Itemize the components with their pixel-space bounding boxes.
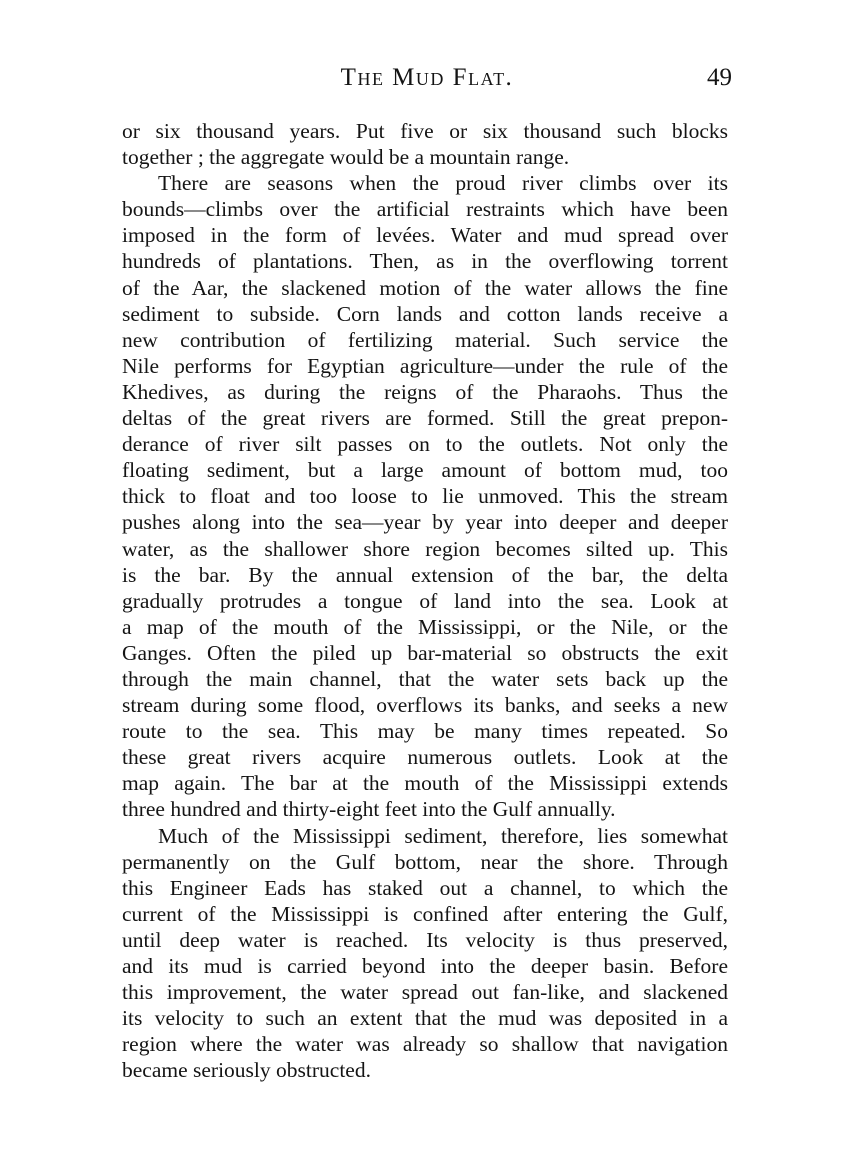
text-line: Khedives, as during the reigns of the Pharaohs. Thus the <box>122 379 728 404</box>
text-line: Much of the Mississippi sediment, therefore, lies somewhat <box>158 823 728 848</box>
running-title: The Mud Flat. <box>340 64 514 91</box>
text-line: a map of the mouth of the Mississippi, or the Nile, or the <box>122 614 728 639</box>
text-line: together ; the aggregate would be a mountain range. <box>122 145 570 170</box>
text-line: gradually protrudes a tongue of land into the sea. Look at <box>122 588 728 613</box>
text-line: its velocity to such an extent that the mud was deposited in a <box>122 1006 728 1031</box>
text-line: or six thousand years. Put five or six thousand such blocks <box>122 119 728 143</box>
text-line: these great rivers acquire numerous outlets. Look at the <box>122 745 728 770</box>
text-line: thick to float and too loose to lie unmoved. This the stream <box>122 484 728 509</box>
text-line: map again. The bar at the mouth of the Mississippi extends <box>122 771 728 796</box>
text-line: derance of river silt passes on to the outlets. Not only the <box>122 432 728 457</box>
text-line: region where the water was already so shallow that navigation <box>122 1032 728 1057</box>
text-line: permanently on the Gulf bottom, near the shore. Through <box>122 849 728 874</box>
running-head <box>122 60 732 100</box>
text-line: sediment to subside. Corn lands and cotton lands receive a <box>122 301 728 326</box>
text-line: until deep water is reached. Its velocity is thus preserved, <box>122 927 728 952</box>
text-line: and its mud is carried beyond into the deeper basin. Before <box>122 954 728 978</box>
text-line: through the main channel, that the water sets back up the <box>122 666 728 691</box>
page-number: 49 <box>707 64 732 91</box>
text-line: this improvement, the water spread out fan-like, and slackened <box>122 980 728 1005</box>
text-line: route to the sea. This may be many times repeated. So <box>122 719 728 744</box>
text-line: bounds—climbs over the artificial restraints which have been <box>122 197 728 222</box>
text-line: pushes along into the sea—year by year into deeper and deeper <box>122 510 728 535</box>
text-line: imposed in the form of levées. Water and mud spread over <box>122 223 728 248</box>
text-line: water, as the shallower shore region becomes silted up. This <box>122 536 728 561</box>
text-line: floating sediment, but a large amount of bottom mud, too <box>122 458 728 483</box>
text-line: of the Aar, the slackened motion of the water allows the fine <box>122 275 728 300</box>
text-line: became seriously obstructed. <box>122 1058 371 1083</box>
body-text <box>122 118 728 1083</box>
text-line: Ganges. Often the piled up bar-material so obstructs the exit <box>122 640 728 665</box>
text-line: three hundred and thirty-eight feet into the Gulf annually. <box>122 797 616 822</box>
text-line: hundreds of plantations. Then, as in the overflowing torrent <box>122 249 728 274</box>
text-line: is the bar. By the annual extension of the bar, the delta <box>122 562 728 587</box>
text-line: stream during some flood, overflows its banks, and seeks a new <box>122 693 728 718</box>
text-line: this Engineer Eads has staked out a channel, to which the <box>122 875 728 900</box>
text-line: deltas of the great rivers are formed. Still the great prepon- <box>122 406 728 431</box>
text-line: Nile performs for Egyptian agriculture—under the rule of the <box>122 353 728 378</box>
text-line: There are seasons when the proud river climbs over its <box>158 171 728 196</box>
text-line: new contribution of fertilizing material. Such service the <box>122 327 728 352</box>
text-line: current of the Mississippi is confined after entering the Gulf, <box>122 901 728 926</box>
